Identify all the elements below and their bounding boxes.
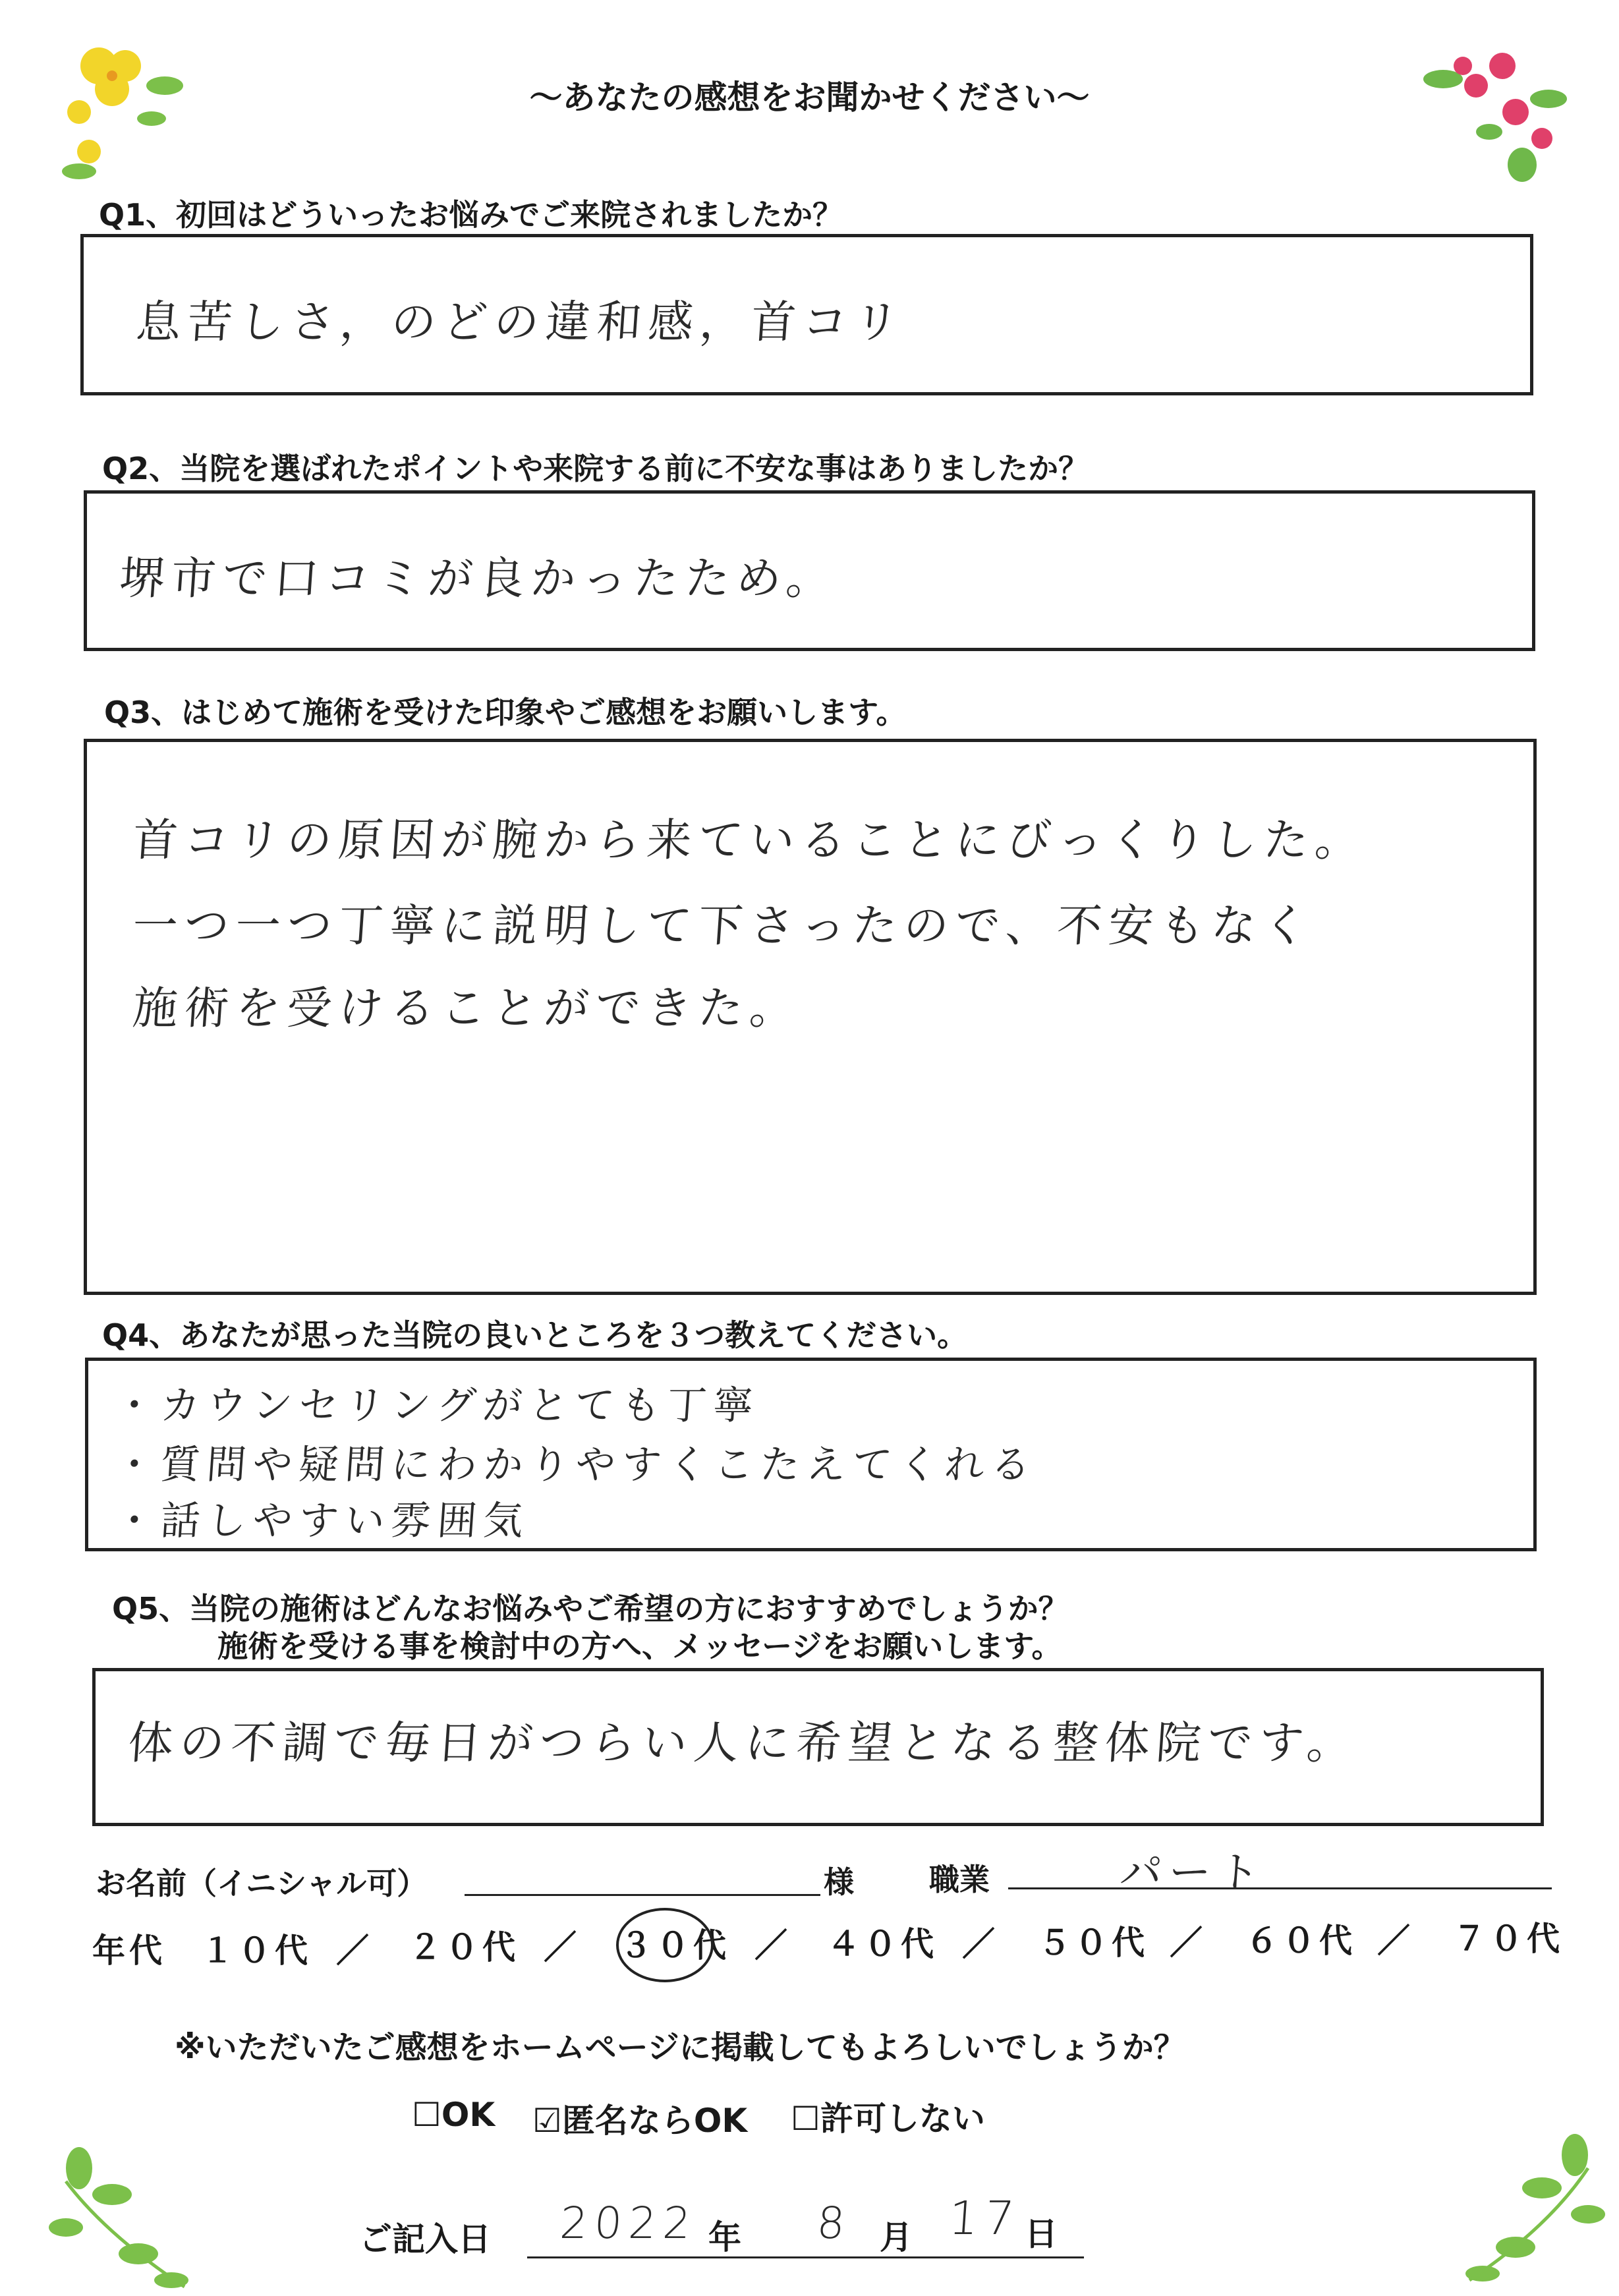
- age-option-30[interactable]: ３０代: [619, 1926, 730, 1965]
- permission-deny-label: 許可しない: [820, 2100, 985, 2138]
- form-title: 〜あなたの感想をお聞かせください〜: [529, 78, 1090, 117]
- name-suffix: 様: [824, 1864, 854, 1900]
- occupation-input-line[interactable]: [1008, 1885, 1552, 1889]
- date-underline: [527, 2254, 1084, 2258]
- date-year-label: 年: [708, 2218, 741, 2256]
- q5-answer-box[interactable]: [92, 1668, 1544, 1826]
- permission-anonymous-label: 匿名ならOK: [561, 2102, 748, 2140]
- q3-answer-line: 首コリの原因が腕から来ていることにびっくりした。: [130, 815, 1369, 867]
- age-selected-circle: [616, 1908, 714, 1982]
- age-option-20[interactable]: ２０代: [409, 1928, 519, 1966]
- q4-label: Q4、あなたが思った当院の良いところを３つ教えてください。: [102, 1317, 968, 1353]
- q1-answer-text: 息苦しさ，のどの違和感，首コリ: [134, 297, 907, 349]
- age-separator: ／: [1170, 1924, 1207, 1962]
- q2-label: Q2、当院を選ばれたポイントや来院する前に不安な事はありましたか？: [102, 451, 1089, 486]
- permission-ok-checkbox[interactable]: [412, 2096, 495, 2134]
- age-separator: ／: [754, 1926, 791, 1965]
- q4-answer-line: ・質問や疑問にわかりやすくこたえてくれる: [113, 1442, 1039, 1488]
- age-option-70[interactable]: ７０代: [1453, 1920, 1564, 1958]
- checkbox-checked-icon: ☑: [532, 2102, 562, 2140]
- age-label: 年代: [92, 1932, 166, 1970]
- leaf-decoration-icon: [1456, 2129, 1614, 2293]
- checkbox-empty-icon: ☐: [412, 2096, 441, 2134]
- q1-answer-box[interactable]: [80, 234, 1533, 395]
- q3-answer-line: 一つ一つ丁寧に説明して下さったので、不安もなく: [130, 900, 1316, 952]
- age-option-60[interactable]: ６０代: [1245, 1922, 1356, 1960]
- q3-answer-line: 施術を受けることができた。: [130, 983, 803, 1035]
- q5-label-line2: 施術を受ける事を検討中の方へ、メッセージをお願いします。: [217, 1628, 1062, 1664]
- date-label: ご記入日: [359, 2220, 491, 2258]
- q4-answer-line: ・カウンセリングがとても丁寧: [113, 1383, 761, 1429]
- occupation-value: パート: [1118, 1849, 1268, 1897]
- occupation-label: 職業: [929, 1862, 990, 1897]
- age-separator: ／: [962, 1925, 999, 1963]
- name-label: お名前（イニシャル可）: [96, 1866, 428, 1901]
- date-year-value[interactable]: 2022: [558, 2198, 699, 2249]
- date-day-label: 日: [1025, 2215, 1058, 2253]
- name-input-line[interactable]: [465, 1891, 820, 1896]
- q1-label: Q1、初回はどういったお悩みでご来院されましたか？: [99, 197, 843, 233]
- age-option-50[interactable]: ５０代: [1038, 1924, 1149, 1962]
- q4-answer-line: ・話しやすい雰囲気: [113, 1498, 532, 1544]
- age-option-40[interactable]: ４０代: [827, 1925, 938, 1963]
- date-month-value[interactable]: 8: [815, 2198, 853, 2249]
- age-separator: ／: [1377, 1922, 1414, 1960]
- q5-answer-text: 体の不調で毎日がつらい人に希望となる整体院です。: [126, 1717, 1360, 1769]
- permission-question: ※いただいたご感想をホームページに掲載してもよろしいでしょうか？: [175, 2029, 1185, 2066]
- q5-label: Q5、当院の施術はどんなお悩みやご希望の方におすすめでしょうか？: [112, 1591, 1069, 1626]
- q3-label: Q3、はじめて施術を受けた印象やご感想をお願いします。: [104, 695, 907, 730]
- q4-answer-box[interactable]: [85, 1358, 1537, 1551]
- checkbox-empty-icon: ☐: [791, 2100, 820, 2138]
- q2-answer-text: 堺市で口コミが良かったため。: [117, 553, 839, 605]
- q2-answer-box[interactable]: [84, 490, 1535, 651]
- leaf-decoration-icon: [40, 2142, 198, 2293]
- q3-answer-box[interactable]: [84, 739, 1537, 1295]
- age-option-10[interactable]: １０代: [201, 1932, 312, 1970]
- date-day-value[interactable]: 17: [947, 2191, 1023, 2245]
- age-separator: ／: [544, 1928, 581, 1966]
- date-month-label: 月: [880, 2218, 913, 2256]
- permission-anonymous-checkbox[interactable]: [532, 2094, 747, 2142]
- age-separator: ／: [336, 1932, 373, 1970]
- permission-deny-checkbox[interactable]: [791, 2092, 985, 2140]
- permission-ok-label: OK: [441, 2096, 496, 2134]
